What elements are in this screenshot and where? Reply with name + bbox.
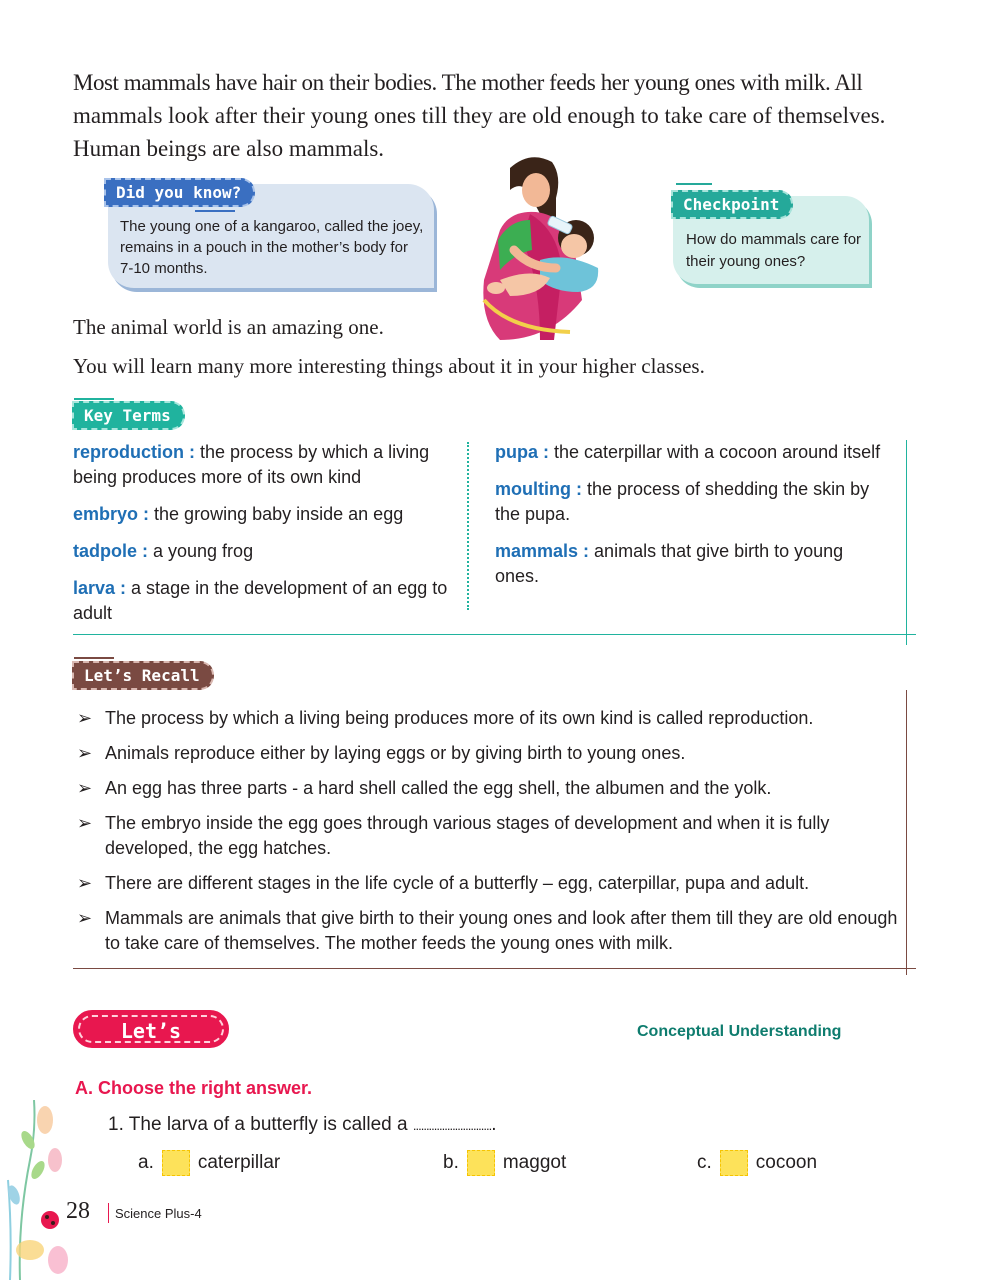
- mother-feeding-baby-illustration: [470, 150, 630, 350]
- question-1: [108, 1114, 497, 1136]
- key-term-definition: animals that give birth to young ones.: [495, 541, 844, 586]
- option-a[interactable]: [138, 1150, 280, 1176]
- revise-label: Let’s Revise: [78, 1015, 224, 1043]
- did-you-know-text: The young one of a kangaroo, called the joey, remains in a pouch in the mother’s body for 7-10 months.: [120, 218, 424, 277]
- key-term-definition: the growing baby inside an egg: [149, 504, 404, 524]
- checkpoint-accent-line: [676, 183, 712, 185]
- revise-label-pill: [73, 1010, 229, 1071]
- key-term-item: [495, 477, 890, 527]
- recall-item: [77, 811, 907, 861]
- book-title: Science Plus-4: [115, 1206, 202, 1221]
- body-paragraph-1: The animal world is an amazing one.: [73, 315, 384, 339]
- recall-item-text: Mammals are animals that give birth to their young ones and look after them till they are old enough to take care of themselves. The mother feeds the young ones with milk.: [105, 908, 898, 953]
- intro-line-1: Most mammals have hair on their bodies. The mother feeds her young ones with milk. All: [73, 70, 863, 95]
- recall-item-text: An egg has three parts - a hard shell called the egg shell, the albumen and the yolk.: [105, 778, 772, 798]
- body-paragraph-2: You will learn many more interesting things about it in your higher classes.: [73, 354, 705, 378]
- arrow-bullet-icon: ➢: [77, 778, 93, 798]
- key-term-word: reproduction :: [73, 442, 195, 462]
- intro-line-3: Human beings are also mammals.: [73, 136, 385, 161]
- key-terms-accent-line: [74, 398, 114, 400]
- key-term-item: [73, 440, 463, 490]
- question-number: 1.: [108, 1114, 124, 1135]
- checkpoint-label: Checkpoint: [671, 190, 793, 219]
- option-c[interactable]: [697, 1150, 817, 1176]
- recall-item-text: Animals reproduce either by laying eggs or by giving birth to young ones.: [105, 743, 686, 763]
- option-checkbox[interactable]: [467, 1150, 495, 1176]
- section-a-heading: A. Choose the right answer.: [75, 1078, 313, 1098]
- checkpoint-text: How do mammals care for their young ones?: [686, 231, 862, 270]
- recall-item-text: The process by which a living being produces more of its own kind is called reproduction.: [105, 708, 814, 728]
- recall-bottom-border: [73, 968, 916, 969]
- key-term-item: [73, 502, 463, 527]
- arrow-bullet-icon: ➢: [77, 813, 93, 833]
- recall-item: [77, 906, 907, 956]
- key-terms-label: Key Terms: [72, 401, 185, 430]
- recall-label: Let’s Recall: [72, 661, 214, 690]
- key-term-word: moulting :: [495, 479, 582, 499]
- key-term-word: mammals :: [495, 541, 590, 561]
- conceptual-understanding-label: Conceptual Understanding: [637, 1023, 842, 1040]
- key-terms-left-column: [73, 440, 463, 638]
- option-checkbox[interactable]: [162, 1150, 190, 1176]
- question-end: .: [491, 1114, 497, 1135]
- arrow-bullet-icon: ➢: [77, 708, 93, 728]
- arrow-bullet-icon: ➢: [77, 743, 93, 763]
- floral-decoration-icon: [0, 1100, 70, 1280]
- did-you-know-underline: [195, 210, 235, 212]
- key-term-definition: a stage in the development of an egg to adult: [73, 578, 448, 623]
- arrow-bullet-icon: ➢: [77, 873, 93, 893]
- key-terms-bottom-border: [73, 634, 916, 635]
- option-b[interactable]: [443, 1150, 566, 1176]
- key-term-item: [73, 576, 463, 626]
- recall-list: [77, 706, 907, 966]
- recall-right-border: [906, 690, 907, 975]
- key-term-definition: the process of shedding the skin by the pupa.: [495, 479, 870, 524]
- recall-item: [77, 706, 907, 731]
- page-number: 28: [66, 1198, 90, 1224]
- option-checkbox[interactable]: [720, 1150, 748, 1176]
- recall-accent-line: [74, 657, 114, 659]
- key-term-item: [495, 539, 890, 589]
- option-letter: b.: [443, 1152, 459, 1174]
- arrow-bullet-icon: ➢: [77, 908, 93, 928]
- recall-item-text: There are different stages in the life cycle of a butterfly – egg, caterpillar, pupa and adult.: [105, 873, 810, 893]
- key-term-definition: the process by which a living being produces more of its own kind: [73, 442, 430, 487]
- key-term-item: [495, 440, 890, 465]
- option-letter: c.: [697, 1152, 712, 1174]
- key-terms-right-border: [906, 440, 907, 645]
- option-letter: a.: [138, 1152, 154, 1174]
- answer-blank[interactable]: ..............................: [412, 1118, 492, 1133]
- did-you-know-label: Did you know?: [104, 178, 255, 207]
- key-term-word: pupa :: [495, 442, 549, 462]
- key-term-word: tadpole :: [73, 541, 148, 561]
- key-terms-right-column: [495, 440, 890, 601]
- key-term-word: embryo :: [73, 504, 150, 524]
- recall-item-text: The embryo inside the egg goes through various stages of development and when it is fully developed, the egg hatches.: [105, 813, 830, 858]
- key-term-definition: the caterpillar with a cocoon around itself: [549, 442, 881, 462]
- key-term-item: [73, 539, 463, 564]
- key-terms-divider: [467, 442, 469, 610]
- key-term-word: larva :: [73, 578, 127, 598]
- option-text: caterpillar: [197, 1152, 281, 1174]
- intro-line-2: mammals look after their young ones till they are old enough to take care of themselves.: [73, 103, 886, 128]
- footer-divider: [108, 1203, 109, 1223]
- option-text: cocoon: [755, 1152, 818, 1174]
- recall-item: [77, 871, 907, 896]
- question-text: The larva of a butterfly is called a: [128, 1114, 408, 1135]
- key-term-definition: a young frog: [148, 541, 254, 561]
- option-text: maggot: [502, 1152, 567, 1174]
- recall-item: [77, 741, 907, 766]
- recall-item: [77, 776, 907, 801]
